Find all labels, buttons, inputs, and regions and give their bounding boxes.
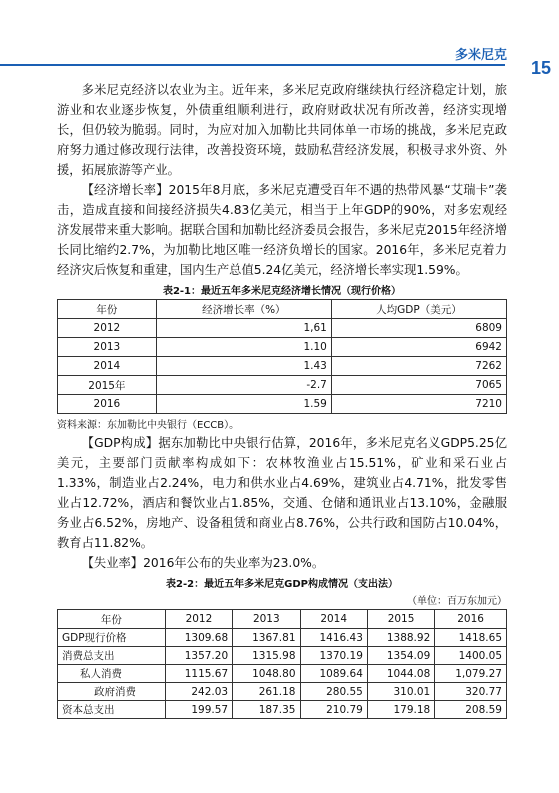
table-cell: 2016 bbox=[58, 395, 157, 414]
table-cell: 1,61 bbox=[156, 319, 331, 338]
table-cell: 242.03 bbox=[165, 683, 232, 701]
table-cell: 320.77 bbox=[435, 683, 507, 701]
table-row bbox=[58, 647, 507, 665]
unemployment-tag: 【失业率】 bbox=[81, 556, 144, 570]
paragraph-unemployment bbox=[57, 553, 507, 573]
table-cell: 1354.09 bbox=[367, 647, 434, 665]
table-cell: 1416.43 bbox=[300, 629, 367, 647]
table-header-row bbox=[58, 610, 507, 629]
table-cell: 2013 bbox=[58, 338, 157, 357]
table-cell: 1048.80 bbox=[233, 665, 300, 683]
table-cell: 7065 bbox=[331, 376, 506, 395]
table-cell: 政府消费 bbox=[58, 683, 166, 701]
unemployment-text: 2016年公布的失业率为23.0%。 bbox=[143, 556, 325, 570]
table-cell: 210.79 bbox=[300, 701, 367, 719]
table-cell: 1089.64 bbox=[300, 665, 367, 683]
table-row bbox=[58, 319, 507, 338]
table-cell: 消费总支出 bbox=[58, 647, 166, 665]
table-cell: GDP现行价格 bbox=[58, 629, 166, 647]
table-cell: 1370.19 bbox=[300, 647, 367, 665]
table-cell: 1357.20 bbox=[165, 647, 232, 665]
table-header-cell: 年份 bbox=[58, 300, 157, 319]
table-row bbox=[58, 338, 507, 357]
page-header-title: 多米尼克 bbox=[454, 48, 507, 63]
table-cell: 1044.08 bbox=[367, 665, 434, 683]
gdp-composition-tag: 【GDP构成】 bbox=[81, 436, 159, 450]
table-cell: 261.18 bbox=[233, 683, 300, 701]
table-cell: 280.55 bbox=[300, 683, 367, 701]
table-cell: 1,079.27 bbox=[435, 665, 507, 683]
table-cell: 1309.68 bbox=[165, 629, 232, 647]
paragraph-economy-overview: 多米尼克经济以农业为主。近年来，多米尼克政府继续执行经济稳定计划，旅游业和农业逐步恢复，外债重组顺利进行，政府财政状况有所改善，经济实现增长，但仍较为脆弱。同时，为应对加入加勒比共同体单一市场的挑战，多米尼克政府努力通过修改现行法律，改善投资环境，鼓励私营经济发展，积极寻求外资、外援，拓展旅游等产业。 bbox=[57, 83, 507, 177]
table-cell: 1.43 bbox=[156, 357, 331, 376]
table-cell: 208.59 bbox=[435, 701, 507, 719]
gdp-expenditure-table bbox=[57, 609, 507, 719]
table-cell: 2015年 bbox=[58, 376, 157, 395]
table-row bbox=[58, 629, 507, 647]
table-cell: 179.18 bbox=[367, 701, 434, 719]
table-header-row bbox=[58, 300, 507, 319]
table-row bbox=[58, 357, 507, 376]
table-header-cell: 2013 bbox=[233, 610, 300, 629]
table-cell: 1115.67 bbox=[165, 665, 232, 683]
table-header-cell: 人均GDP（美元） bbox=[331, 300, 506, 319]
table-cell: 1315.98 bbox=[233, 647, 300, 665]
table-cell: 2012 bbox=[58, 319, 157, 338]
table-header-cell: 年份 bbox=[58, 610, 166, 629]
table-row bbox=[58, 376, 507, 395]
paragraph-growth-rate bbox=[57, 180, 507, 280]
table-cell: 7262 bbox=[331, 357, 506, 376]
table-cell: 1.10 bbox=[156, 338, 331, 357]
table-cell: 6809 bbox=[331, 319, 506, 338]
table1-source: 资料来源：东加勒比中央银行（ECCB）。 bbox=[57, 420, 240, 431]
page-body bbox=[57, 80, 507, 719]
table-cell: 1367.81 bbox=[233, 629, 300, 647]
table-cell: 1400.05 bbox=[435, 647, 507, 665]
table2-unit: （单位：百万东加元） bbox=[407, 596, 507, 607]
table-cell: 310.01 bbox=[367, 683, 434, 701]
growth-table bbox=[57, 299, 507, 414]
page-number: 15 bbox=[530, 58, 551, 78]
table-cell: 7210 bbox=[331, 395, 506, 414]
gdp-composition-text: 据东加勒比中央银行估算，2016年，多米尼克名义GDP5.25亿美元，主要部门贡献率构成如下：农林牧渔业占15.51%，矿业和采石业占1.33%，制造业占2.24%，电力和供水业占4.69%，建筑业占4.71%，批发零售业占12.72%，酒店和餐饮业占1.85%，交通、仓储和通讯业占13.10%，金融服务业占6.52%，房地产、设备租赁和商业占8.76%，公共行政和国防占10.04%，教育占11.82%。 bbox=[57, 436, 507, 550]
growth-rate-text: 2015年8月底，多米尼克遭受百年不遇的热带风暴“艾瑞卡”袭击，造成直接和间接经济损失4.83亿美元，相当于上年GDP的90%，对多宏观经济发展带来重大影响。据联合国和加勒比经济委员会报告，多米尼克2015年经济增长同比缩约2.7%，为加勒比地区唯一经济负增长的国家。2016年，多米尼克着力经济灾后恢复和重建，国内生产总值5.24亿美元，经济增长率实现1.59%。 bbox=[57, 183, 507, 277]
table-cell: 1.59 bbox=[156, 395, 331, 414]
table-header-cell: 2015 bbox=[367, 610, 434, 629]
table1-caption: 表2-1：最近五年多米尼克经济增长情况（现行价格） bbox=[162, 286, 402, 297]
table-cell: 2014 bbox=[58, 357, 157, 376]
table-cell: 1418.65 bbox=[435, 629, 507, 647]
table-cell: 资本总支出 bbox=[58, 701, 166, 719]
table-cell: 1388.92 bbox=[367, 629, 434, 647]
table-cell: 199.57 bbox=[165, 701, 232, 719]
header-rule bbox=[0, 64, 505, 66]
table-row bbox=[58, 683, 507, 701]
table-cell: 187.35 bbox=[233, 701, 300, 719]
table-cell: 私人消费 bbox=[58, 665, 166, 683]
table-row bbox=[58, 665, 507, 683]
table-cell: 6942 bbox=[331, 338, 506, 357]
table-row bbox=[58, 395, 507, 414]
table-row bbox=[58, 701, 507, 719]
table-header-cell: 2014 bbox=[300, 610, 367, 629]
table-cell: -2.7 bbox=[156, 376, 331, 395]
table-header-cell: 经济增长率（%） bbox=[156, 300, 331, 319]
table-header-cell: 2016 bbox=[435, 610, 507, 629]
paragraph-gdp-composition bbox=[57, 433, 507, 553]
growth-rate-tag: 【经济增长率】 bbox=[81, 183, 169, 197]
table-header-cell: 2012 bbox=[165, 610, 232, 629]
table2-caption: 表2-2：最近五年多米尼克GDP构成情况（支出法） bbox=[166, 579, 398, 590]
